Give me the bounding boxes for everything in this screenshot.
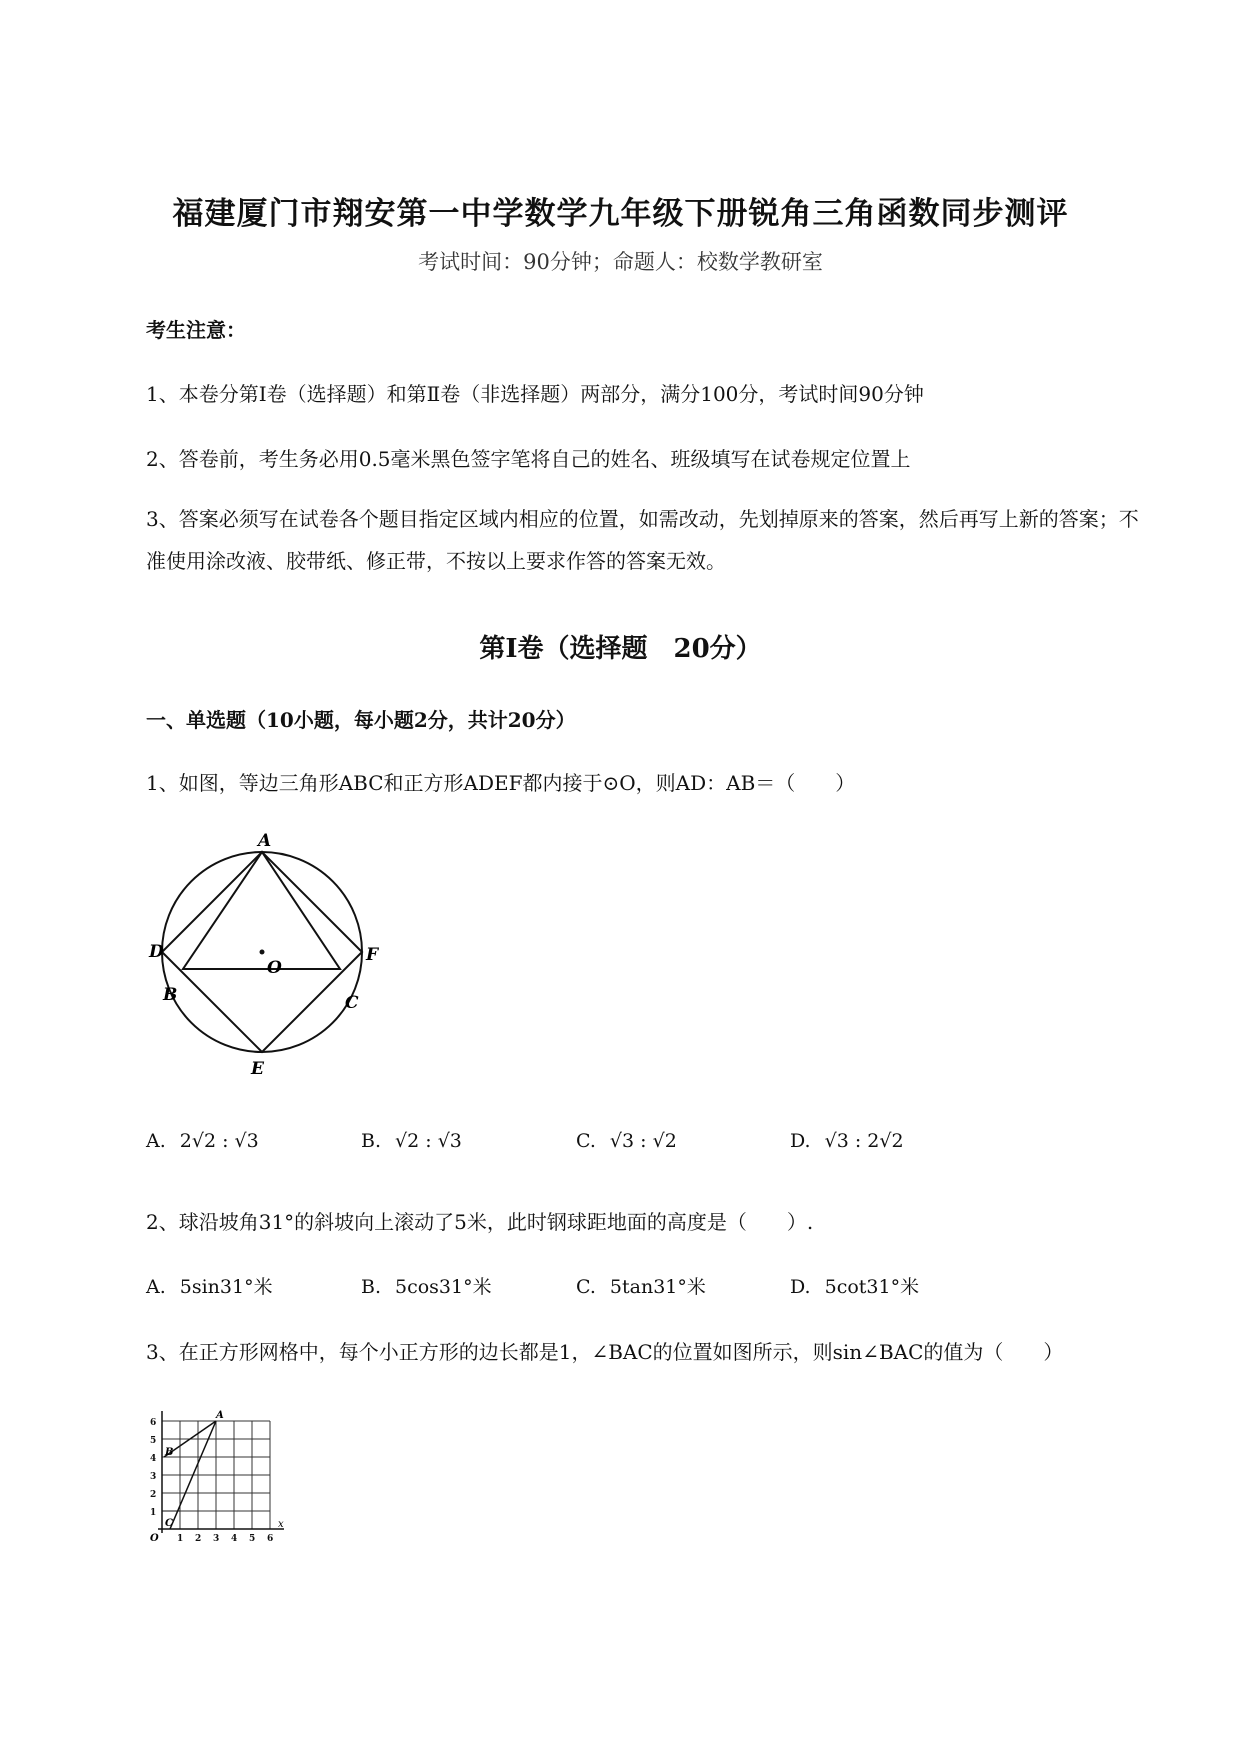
- option-text: √3 : 2√2: [824, 1130, 904, 1152]
- svg-text:6: 6: [150, 1418, 157, 1428]
- q2-option-a[interactable]: [146, 1272, 273, 1299]
- point-a-label: A: [216, 1410, 224, 1421]
- note-item-2: 2、答卷前，考生务必用0.5毫米黑色签字笔将自己的姓名、班级填写在试卷规定位置上: [146, 447, 911, 471]
- q1-option-b[interactable]: [361, 1130, 462, 1152]
- q2-option-d[interactable]: [790, 1272, 919, 1299]
- page-title: 福建厦门市翔安第一中学数学九年级下册锐角三角函数同步测评: [172, 196, 1069, 232]
- label-f: F: [366, 945, 379, 965]
- option-letter: C.: [576, 1276, 596, 1298]
- label-b: B: [163, 985, 178, 1005]
- option-text: 5cos31°米: [395, 1276, 492, 1298]
- svg-text:5: 5: [249, 1534, 256, 1544]
- question-1-stem: 1、如图，等边三角形ABC和正方形ADEF都内接于⊙O，则AD：AB＝（ ）: [146, 771, 856, 795]
- svg-text:3: 3: [213, 1534, 220, 1544]
- point-c-label: C: [165, 1518, 173, 1529]
- svg-text:3: 3: [150, 1472, 157, 1482]
- option-text: 5tan31°米: [609, 1276, 706, 1298]
- option-text: √2 : √3: [395, 1130, 462, 1152]
- svg-text:4: 4: [150, 1454, 157, 1464]
- option-letter: A.: [146, 1130, 166, 1152]
- svg-text:1: 1: [150, 1508, 157, 1518]
- svg-text:5: 5: [150, 1436, 157, 1446]
- option-letter: C.: [576, 1130, 596, 1152]
- svg-text:1: 1: [177, 1534, 184, 1544]
- question-2-stem: 2、球沿坡角31°的斜坡向上滚动了5米，此时钢球距地面的高度是（ ）.: [146, 1210, 814, 1234]
- exam-info: 考试时间：90分钟；命题人：校数学教研室: [418, 250, 823, 274]
- note-item-1: 1、本卷分第I卷（选择题）和第Ⅱ卷（非选择题）两部分，满分100分，考试时间90分钟: [146, 382, 924, 406]
- option-text: 2√2 : √3: [179, 1130, 259, 1152]
- option-letter: A.: [146, 1276, 166, 1298]
- y-tick-labels: [150, 1418, 156, 1518]
- question-3-grid-figure: [140, 1405, 290, 1545]
- label-a: A: [258, 831, 272, 851]
- origin-label: O: [150, 1533, 159, 1544]
- x-axis-label: x: [278, 1519, 284, 1530]
- x-tick-labels: [177, 1534, 273, 1544]
- question-1-figure: [140, 830, 380, 1080]
- label-d: D: [149, 942, 164, 962]
- option-text: √3 : √2: [609, 1130, 677, 1152]
- svg-text:2: 2: [195, 1534, 202, 1544]
- option-letter: D.: [790, 1130, 811, 1152]
- option-letter: B.: [361, 1130, 382, 1152]
- option-text: 5sin31°米: [179, 1276, 273, 1298]
- label-c: C: [345, 993, 359, 1013]
- q2-option-b[interactable]: [361, 1272, 492, 1299]
- point-b-label: B: [165, 1447, 174, 1458]
- option-letter: B.: [361, 1276, 382, 1298]
- label-o: O: [267, 958, 282, 978]
- svg-text:2: 2: [150, 1490, 157, 1500]
- svg-text:6: 6: [267, 1534, 274, 1544]
- q1-option-a[interactable]: [146, 1130, 259, 1152]
- note-item-3: 3、答案必须写在试卷各个题目指定区域内相应的位置，如需改动，先划掉原来的答案，然后再写上新的答案；不准使用涂改液、胶带纸、修正带，不按以上要求作答的答案无效。: [146, 507, 1139, 573]
- option-letter: D.: [790, 1276, 811, 1298]
- q2-option-c[interactable]: [576, 1272, 706, 1299]
- question-3-stem: 3、在正方形网格中，每个小正方形的边长都是1，∠BAC的位置如图所示，则sin∠BAC的值为（ ）: [146, 1340, 1064, 1364]
- option-text: 5cot31°米: [824, 1276, 920, 1298]
- svg-text:4: 4: [231, 1534, 238, 1544]
- part-heading: 一、单选题（10小题，每小题2分，共计20分）: [146, 708, 576, 732]
- q1-option-c[interactable]: [576, 1130, 677, 1152]
- q1-option-d[interactable]: [790, 1130, 904, 1152]
- grid-lines: [162, 1421, 270, 1529]
- notes-heading: 考生注意：: [146, 318, 246, 342]
- section-title: 第I卷（选择题 20分）: [479, 634, 762, 664]
- center-dot: [260, 950, 265, 955]
- label-e: E: [251, 1059, 264, 1079]
